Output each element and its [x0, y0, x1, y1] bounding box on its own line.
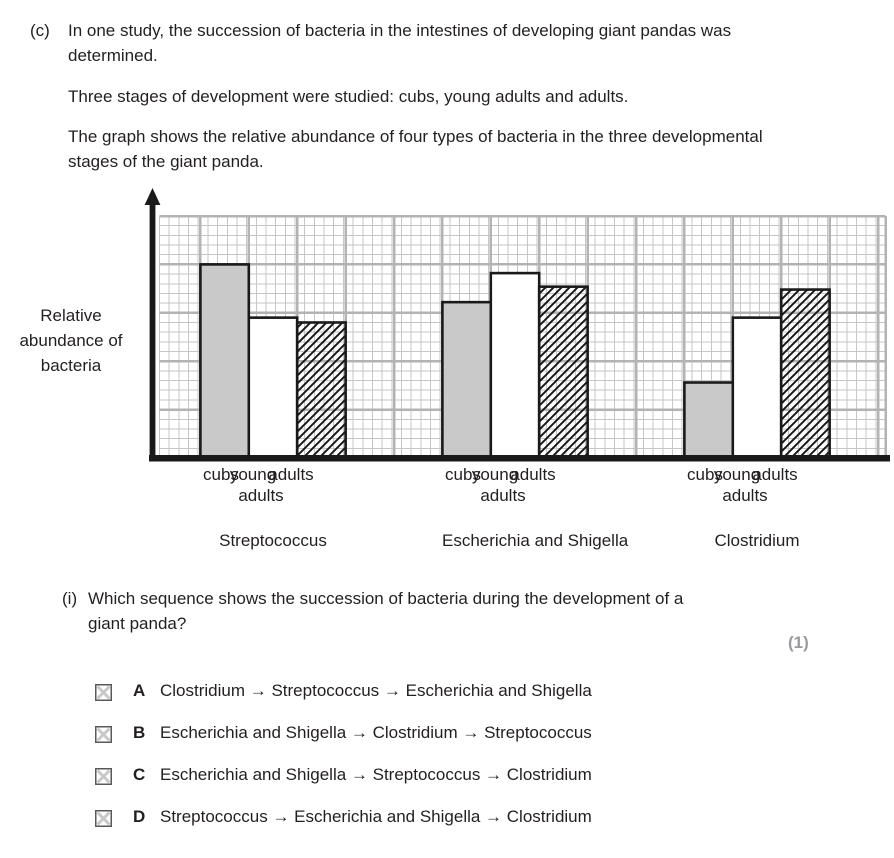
bar-cubs-escherichia-and-shigella — [442, 302, 490, 458]
answer-checkbox-c[interactable] — [95, 768, 112, 785]
stage-label-cubs: cubs — [687, 465, 723, 484]
y-axis-label-line3: bacteria — [40, 356, 102, 375]
stage-label-cubs: cubs — [203, 465, 239, 484]
y-axis-label-line1: Relative — [40, 306, 102, 325]
category-label-streptococcus: Streptococcus — [219, 531, 327, 550]
stage-label-young-wrap: adults — [238, 486, 284, 505]
answer-checkbox-a[interactable] — [95, 684, 112, 701]
option-text: Escherichia and Shigella → Streptococcus → Clostridium — [160, 765, 592, 784]
y-axis-label-line2: abundance of — [19, 331, 123, 350]
stage-label-adults: adults — [510, 465, 556, 484]
answer-checkbox-b[interactable] — [95, 726, 112, 743]
stage-label-young: young — [713, 465, 761, 484]
option-text: Clostridium → Streptococcus → Escherichia and Shigella — [160, 681, 592, 700]
intro-paragraph-2: Three stages of development were studied: cubs, young adults and adults. — [68, 87, 629, 106]
tick-labels-group-2 — [442, 465, 588, 507]
stage-label-young-wrap: adults — [480, 486, 526, 505]
x-axis — [149, 455, 890, 462]
y-axis-label — [0, 303, 142, 378]
question-number: (i) — [62, 589, 78, 608]
bar-adults-clostridium — [781, 290, 829, 458]
option-row-c[interactable] — [95, 765, 815, 788]
intro-paragraph-1: In one study, the succession of bacteria in the intestines of developing giant pandas was determined. — [68, 21, 732, 65]
option-letter: B — [133, 723, 146, 742]
stage-label-adults: adults — [752, 465, 798, 484]
y-axis — [150, 201, 156, 461]
stage-label-young-wrap: adults — [722, 486, 768, 505]
bar-cubs-clostridium — [684, 382, 732, 458]
tick-labels-group-3 — [684, 465, 830, 507]
bar-adults-streptococcus — [297, 322, 345, 458]
option-row-d[interactable] — [95, 807, 815, 830]
part-label: (c) — [30, 21, 50, 40]
option-row-b[interactable] — [95, 723, 815, 746]
category-label-escherichia-shigella: Escherichia and Shigella — [442, 531, 629, 550]
stage-label-cubs: cubs — [445, 465, 481, 484]
category-label-clostridium: Clostridium — [714, 531, 800, 550]
option-letter: D — [133, 807, 146, 826]
y-axis-arrow-icon — [145, 188, 161, 205]
bar-cubs-streptococcus — [200, 264, 248, 458]
tick-labels-group-1 — [200, 465, 346, 507]
option-text: Streptococcus → Escherichia and Shigella → Clostridium — [160, 807, 592, 826]
bar-adults-escherichia-and-shigella — [539, 287, 587, 458]
bar-young-adults-escherichia-and-shigella — [491, 273, 539, 458]
stage-label-young: young — [471, 465, 519, 484]
option-letter: C — [133, 765, 146, 784]
stage-label-adults: adults — [268, 465, 314, 484]
bar-young-adults-clostridium — [733, 318, 781, 458]
question-text: Which sequence shows the succession of bacteria during the development of a giant panda? — [88, 589, 684, 633]
bar-young-adults-streptococcus — [249, 318, 297, 458]
option-row-a[interactable] — [95, 681, 815, 704]
option-letter: A — [133, 681, 146, 700]
stage-label-young: young — [229, 465, 277, 484]
option-text: Escherichia and Shigella → Clostridium → Streptococcus — [160, 723, 592, 742]
answer-checkbox-d[interactable] — [95, 810, 112, 827]
intro-paragraph-3: The graph shows the relative abundance of four types of bacteria in the three developmental stages of the giant panda. — [68, 127, 763, 171]
marks-badge: (1) — [788, 633, 809, 652]
